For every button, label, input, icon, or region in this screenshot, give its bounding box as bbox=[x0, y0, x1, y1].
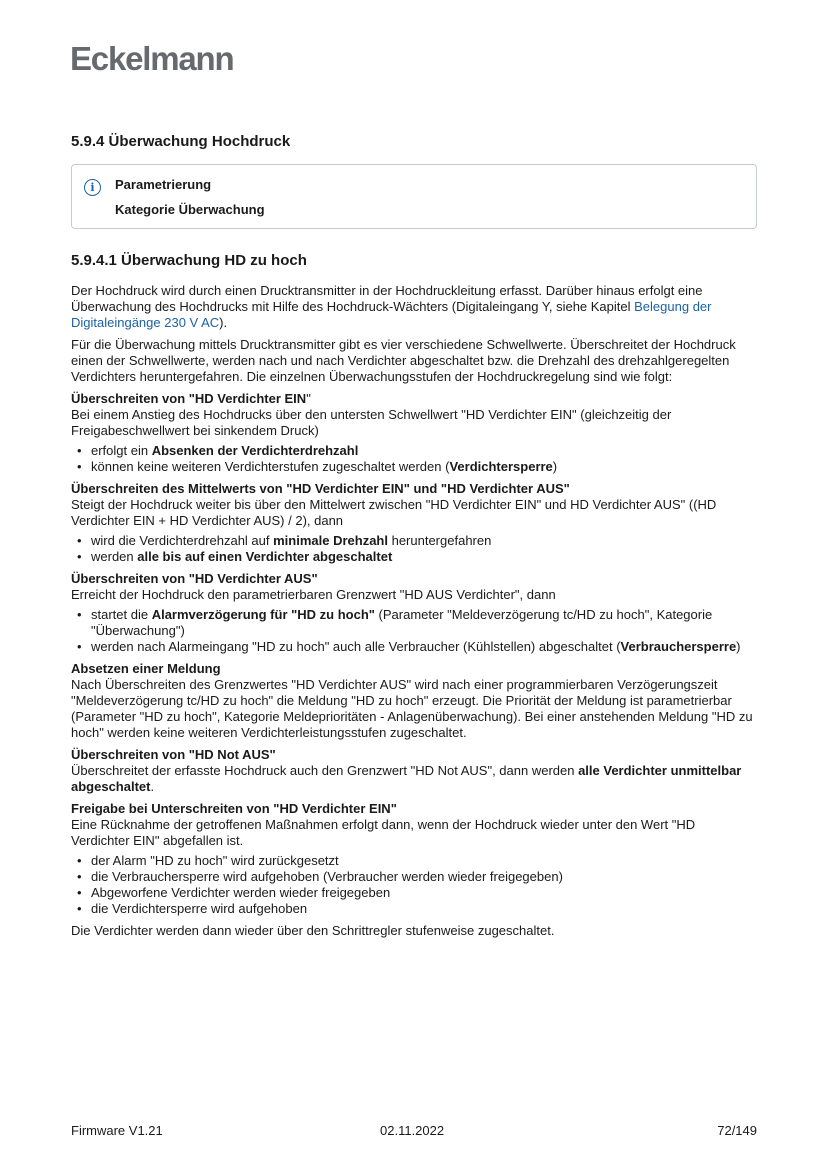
block-freigabe bbox=[71, 801, 757, 917]
list-item: • die Verdichtersperre wird aufgehoben bbox=[71, 901, 757, 917]
info-box-line2: Kategorie Überwachung bbox=[115, 202, 265, 217]
block-hd-aus bbox=[71, 571, 757, 655]
block-not-aus: Überschreiten von "HD Not AUS" Überschreitet der erfasste Hochdruck auch den Grenzwert "HD Not AUS", dann werden alle Verdichter unmittelbar abgeschaltet. bbox=[71, 747, 757, 795]
link-digital-inputs[interactable]: Belegung der Digitaleingänge 230 V AC bbox=[71, 299, 712, 330]
block-mittelwert bbox=[71, 481, 757, 565]
closing-paragraph: Die Verdichter werden dann wieder über den Schrittregler stufenweise zugeschaltet. bbox=[71, 923, 555, 938]
footer-page-number: 72/149 bbox=[717, 1123, 757, 1138]
block-text: Bei einem Anstieg des Hochdrucks über den untersten Schwellwert "HD Verdichter EIN" (gleichzeitig der Freigabeschwellwert bei sinkendem Druck) bbox=[71, 407, 672, 438]
footer-firmware: Firmware V1.21 bbox=[71, 1123, 163, 1138]
info-box-line1: Parametrierung bbox=[115, 177, 212, 192]
section-title: 5.9.4 Überwachung Hochdruck bbox=[71, 133, 291, 150]
page-footer bbox=[71, 1123, 757, 1138]
intro-paragraph-2: Für die Überwachung mittels Drucktransmitter gibt es vier verschiedene Schwellwerte. Überschreitet der Hochdruck einen der Schwellwerte, werden nach und nach Verdichter abgeschaltet bzw. die Drehzahl des drehzahlgeregelten Verdichters heruntergefahren. Die einzelnen Überwachungsstufen der Hochdruckregelung sind wie folgt: bbox=[71, 337, 736, 384]
block-heading: Absetzen einer Meldung bbox=[71, 661, 221, 676]
block-text: Eine Rücknahme der getroffenen Maßnahmen erfolgt dann, wenn der Hochdruck wieder unter den Wert "HD Verdichter EIN" abgefallen ist. bbox=[71, 817, 696, 848]
block-meldung bbox=[71, 661, 757, 741]
intro-paragraph-1: Der Hochdruck wird durch einen Drucktransmitter in der Hochdruckleitung erfasst. Darüber hinaus erfolgt eine Überwachung des Hochdrucks mit Hilfe des Hochdruck-Wächters (Digitaleingang Y, siehe Kapitel Belegung der Digitaleingänge 230 V AC). bbox=[71, 283, 712, 330]
list-item: • erfolgt ein Absenken der Verdichterdrehzahl bbox=[71, 443, 757, 459]
block-text: Nach Überschreiten des Grenzwertes "HD Verdichter AUS" wird nach einer programmierbaren Verzögerungszeit "Meldeverzögerung tc/HD zu hoch" die Meldung "HD zu hoch" erzeugt. Die Priorität der Meldung ist parametrierbar (Parameter "HD zu hoch", Kategorie Meldeprioritäten - Anlagenüberwachung). Bei einer anstehenden Meldung "HD zu hoch" werden keine weiteren Verdichterleistungsstufen zugeschaltet. bbox=[71, 677, 753, 740]
list-item: • der Alarm "HD zu hoch" wird zurückgesetzt bbox=[71, 853, 757, 869]
info-icon: i bbox=[84, 179, 101, 196]
list-item: • können keine weiteren Verdichterstufen zugeschaltet werden (Verdichtersperre) bbox=[71, 459, 757, 475]
subsection-title: 5.9.4.1 Überwachung HD zu hoch bbox=[71, 252, 307, 269]
block-heading: Überschreiten von "HD Not AUS" bbox=[71, 747, 276, 762]
block-heading: Überschreiten von "HD Verdichter EIN" bbox=[71, 391, 311, 406]
block-hd-ein bbox=[71, 391, 757, 475]
list-item: • startet die Alarmverzögerung für "HD zu hoch" (Parameter "Meldeverzögerung tc/HD zu hoch", Kategorie "Überwachung") bbox=[71, 607, 757, 639]
block-text: Steigt der Hochdruck weiter bis über den Mittelwert zwischen "HD Verdichter EIN" und HD Verdichter AUS" ((HD Verdichter EIN + HD Verdichter AUS) / 2), dann bbox=[71, 497, 717, 528]
block-heading: Überschreiten von "HD Verdichter AUS" bbox=[71, 571, 318, 586]
company-logo: Eckelmann bbox=[70, 40, 234, 77]
block-text: Erreicht der Hochdruck den parametrierbaren Grenzwert "HD AUS Verdichter", dann bbox=[71, 587, 556, 602]
list-item: • werden nach Alarmeingang "HD zu hoch" auch alle Verbraucher (Kühlstellen) abgeschaltet (Verbrauchersperre) bbox=[71, 639, 757, 655]
list-item: • werden alle bis auf einen Verdichter abgeschaltet bbox=[71, 549, 757, 565]
list-item: • Abgeworfene Verdichter werden wieder freigegeben bbox=[71, 885, 757, 901]
block-heading: Überschreiten des Mittelwerts von "HD Verdichter EIN" und "HD Verdichter AUS" bbox=[71, 481, 570, 496]
footer-date: 02.11.2022 bbox=[380, 1123, 445, 1138]
info-box bbox=[71, 164, 757, 229]
list-item: • wird die Verdichterdrehzahl auf minimale Drehzahl heruntergefahren bbox=[71, 533, 757, 549]
page-content bbox=[71, 132, 757, 945]
list-item: • die Verbrauchersperre wird aufgehoben (Verbraucher werden wieder freigegeben) bbox=[71, 869, 757, 885]
block-heading: Freigabe bei Unterschreiten von "HD Verdichter EIN" bbox=[71, 801, 397, 816]
